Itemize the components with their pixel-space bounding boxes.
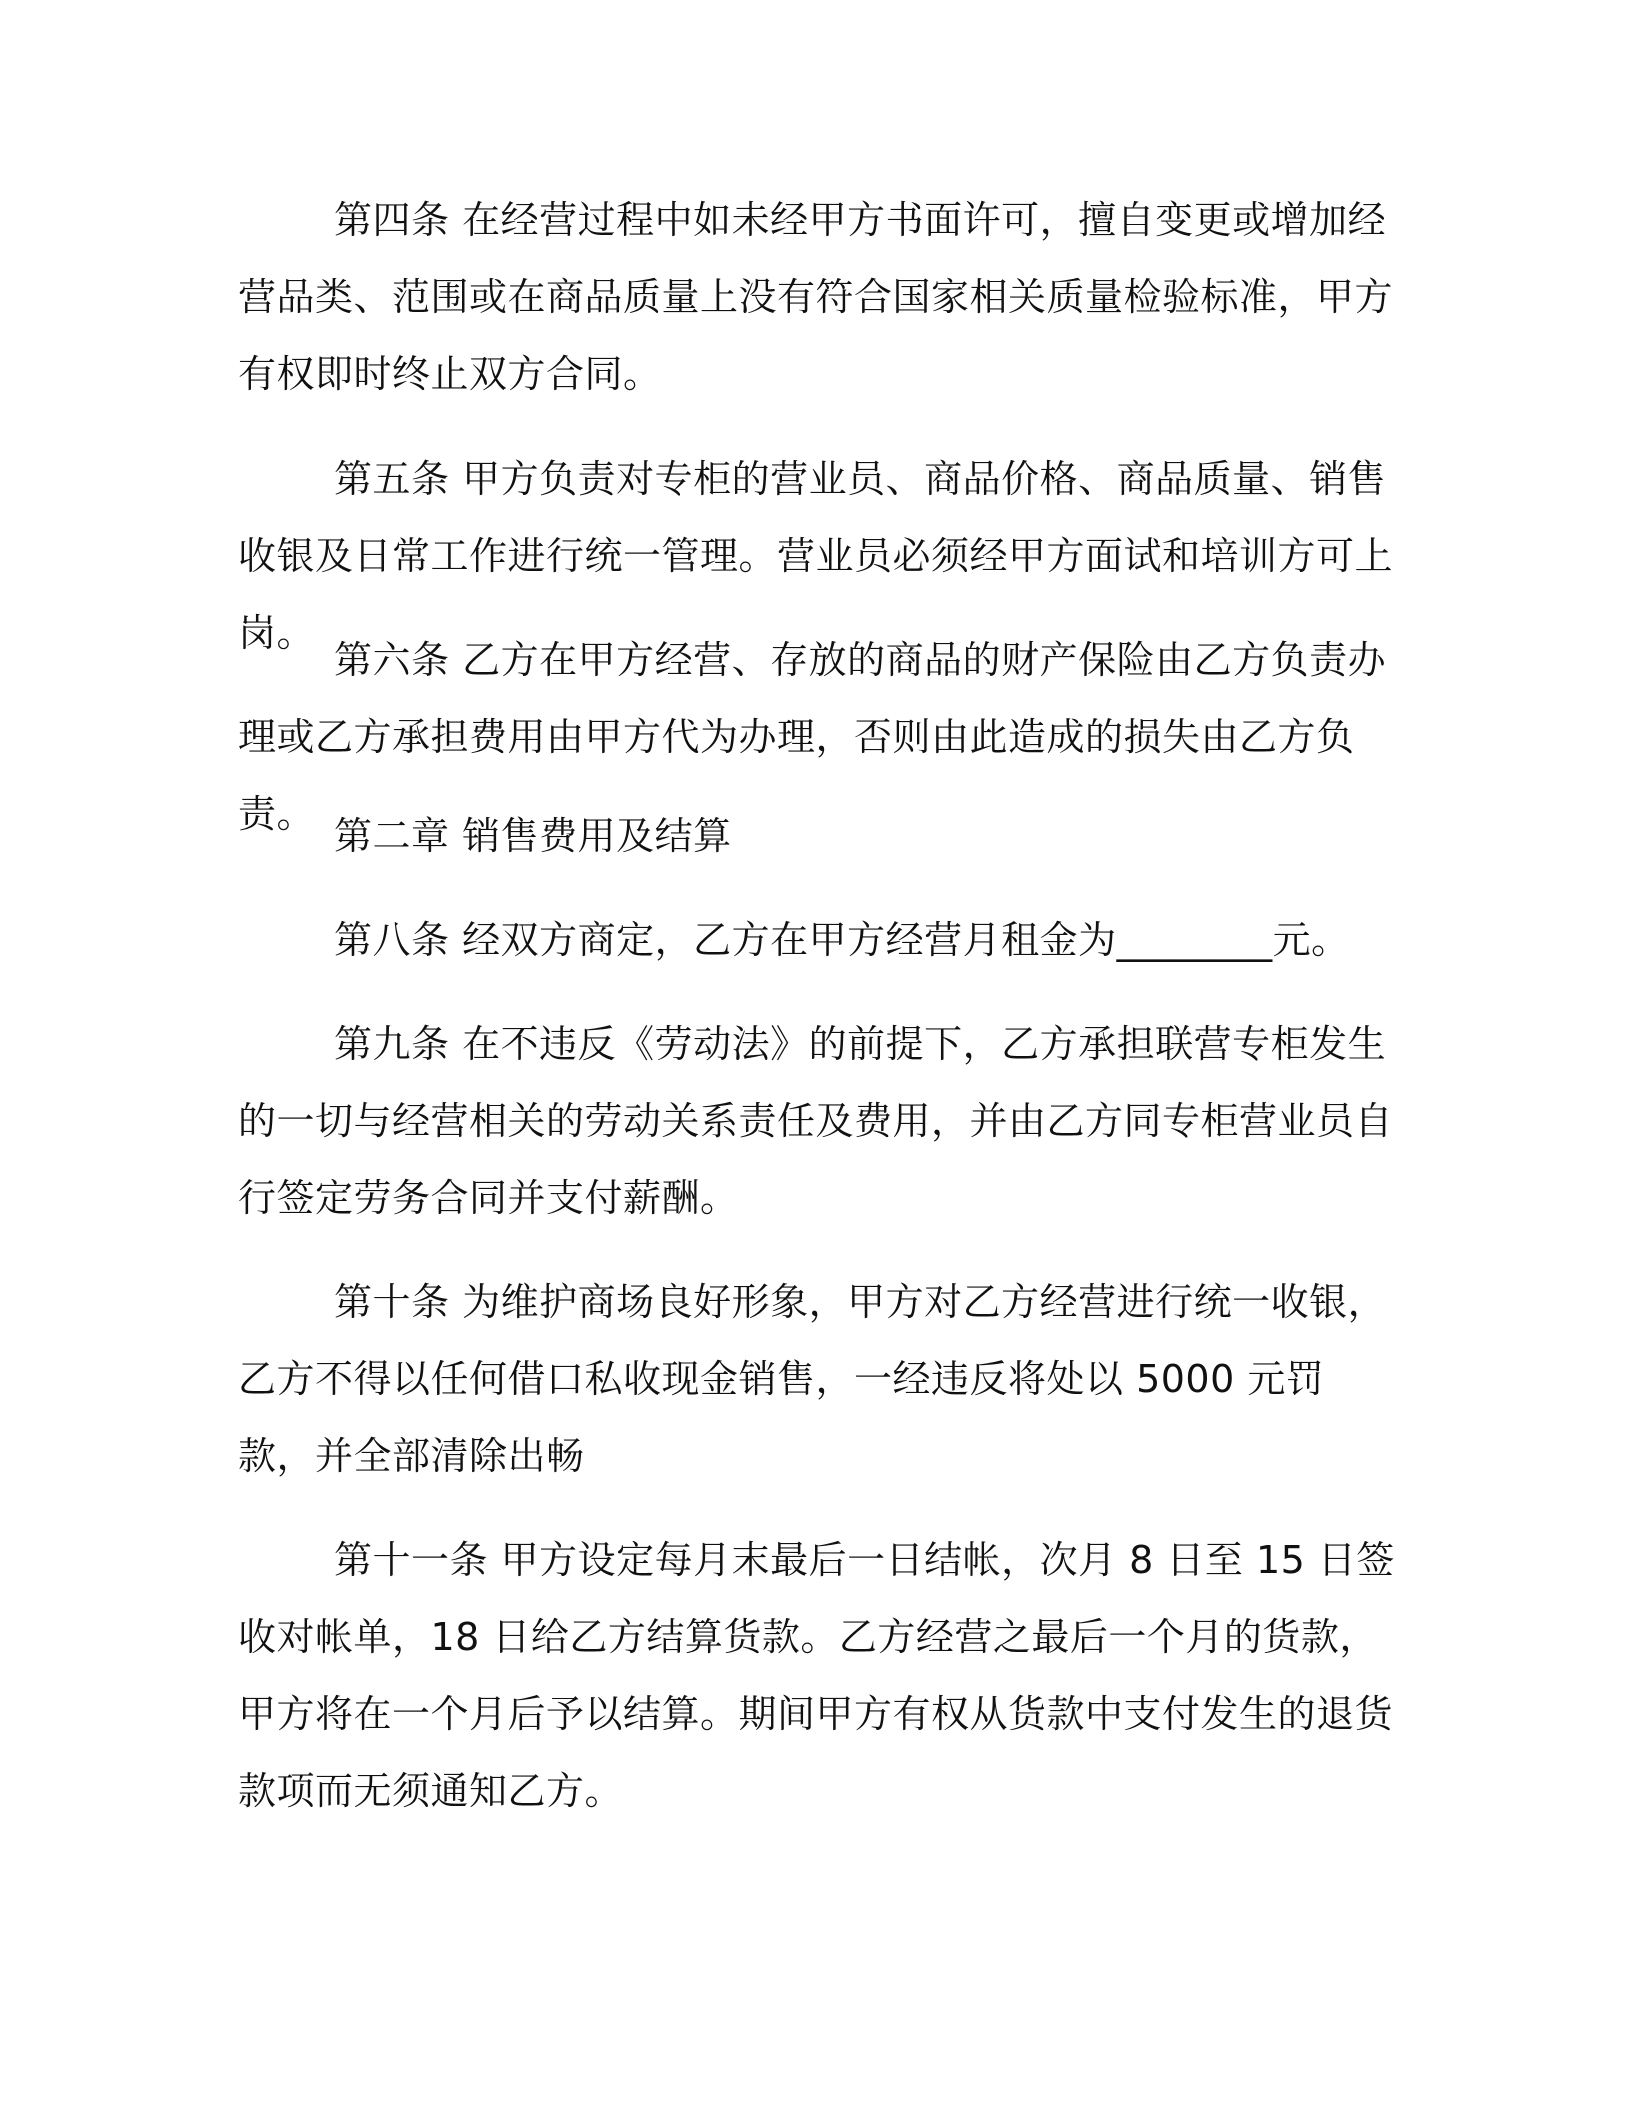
- article-6: 第六条 乙方在甲方经营、存放的商品的财产保险由乙方负责办理或乙方承担费用由甲方代为办理，否则由此造成的损失由乙方负责。: [238, 638, 1387, 836]
- article-10: 第十条 为维护商场良好形象，甲方对乙方经营进行统一收银，乙方不得以任何借口私收现金销售，一经违反将处以 5000 元罚款，并全部清除出畅: [238, 1280, 1387, 1478]
- article-9: 第九条 在不违反《劳动法》的前提下，乙方承担联营专柜发生的一切与经营相关的劳动关系责任及费用，并由乙方同专柜营业员自行签定劳务合同并支付薪酬。: [238, 1022, 1394, 1220]
- chapter-2-heading: 第二章 销售费用及结算: [334, 814, 732, 858]
- article-11: 第十一条 甲方设定每月末最后一日结帐，次月 8 日至 15 日签收对帐单，18 日给乙方结算货款。乙方经营之最后一个月的货款，甲方将在一个月后予以结算。期间甲方有权从货款中支付发生的退货款项而无须通知乙方。: [238, 1538, 1395, 1813]
- article-5: 第五条 甲方负责对专柜的营业员、商品价格、商品质量、销售收银及日常工作进行统一管理。营业员必须经甲方面试和培训方可上岗。: [238, 457, 1394, 655]
- article-8: 第八条 经双方商定，乙方在甲方经营月租金为________元。: [334, 918, 1350, 962]
- article-4: 第四条 在经营过程中如未经甲方书面许可，擅自变更或增加经营品类、范围或在商品质量上没有符合国家相关质量检验标准，甲方有权即时终止双方合同。: [238, 198, 1394, 396]
